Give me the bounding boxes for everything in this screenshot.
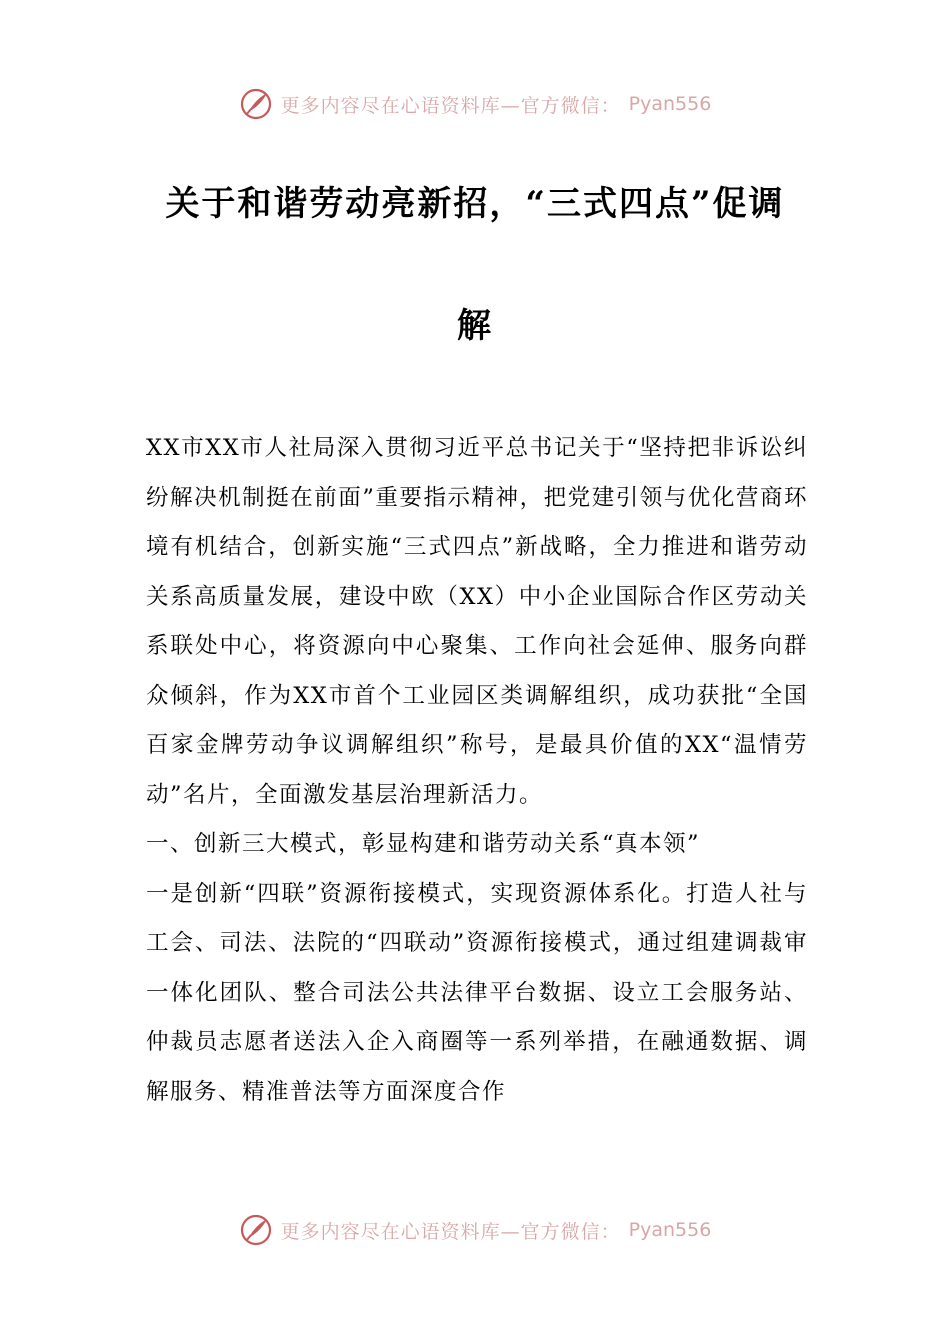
document-title-line-1: 关于和谐劳动亮新招，“三式四点”促调 — [165, 184, 785, 224]
watermark-text: 更多内容尽在心语资料库—官方微信： — [280, 94, 621, 117]
watermark-text: 更多内容尽在心语资料库—官方微信： — [280, 1220, 621, 1243]
paragraph-first-point: 一是创新“四联”资源衔接模式，实现资源体系化。打造人社与工会、司法、法院的“四联动”资源衔接模式，通过组建调裁审一体化团队、整合司法公共法律平台数据、设立工会服务站、仲裁员志愿者送法入企入商圈等一系列举措，在融通数据、调解服务、精准普法等方面深度合作 — [146, 880, 808, 1105]
document-body — [146, 424, 808, 1117]
document-title-line-2: 解 — [457, 306, 493, 346]
watermark-wechat-id: Pyan556 — [628, 1219, 712, 1241]
quill-pen-icon — [239, 1213, 273, 1247]
paragraph-intro: XX市XX市人社局深入贯彻习近平总书记关于“坚持把非诉讼纠纷解决机制挺在前面”重要指示精神，把党建引领与优化营商环境有机结合，创新实施“三式四点”新战略，全力推进和谐劳动关系高质量发展，建设中欧（XX）中小企业国际合作区劳动关系联处中心，将资源向中心聚集、工作向社会延伸、服务向群众倾斜，作为XX市首个工业园区类调解组织，成功获批“全国百家金牌劳动争议调解组织”称号，是最具价值的XX“温情劳动”名片，全面激发基层治理新活力。 — [146, 435, 808, 808]
section-heading: 一、创新三大模式，彰显构建和谐劳动关系“真本领” — [146, 831, 701, 857]
watermark-wechat-id: Pyan556 — [628, 93, 712, 115]
watermark-footer — [0, 1210, 950, 1250]
quill-pen-icon — [239, 87, 273, 121]
watermark-header — [0, 84, 950, 124]
